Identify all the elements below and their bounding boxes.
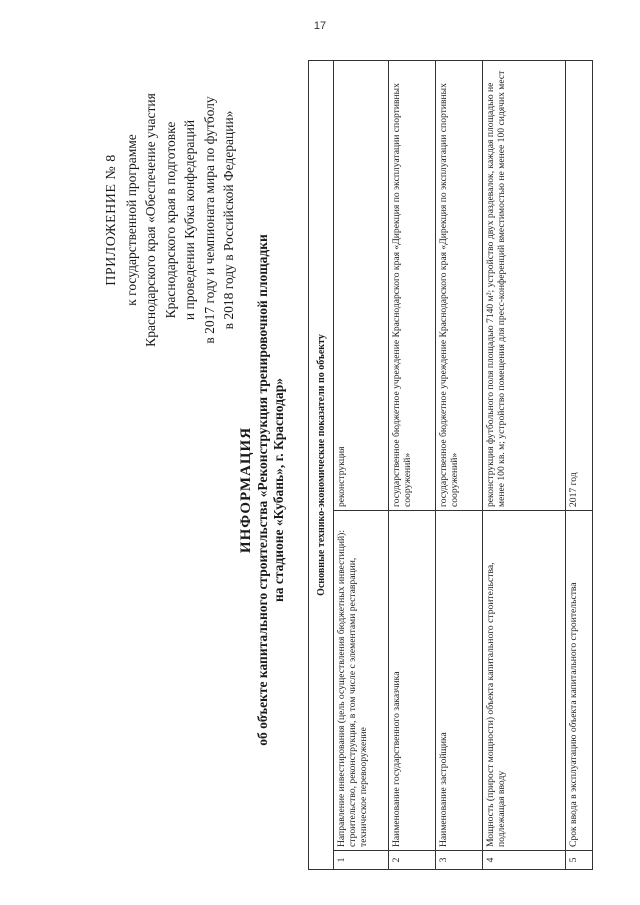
row-value: государственное бюджетное учреждение Краснодарского края «Дирекция по эксплуатации спортивных сооружений»: [389, 61, 436, 511]
table-row: [389, 61, 436, 870]
table-row: [483, 61, 566, 870]
title-line: об объекте капитального строительства «Реконструкция тренировочной площадки: [254, 234, 270, 746]
row-value: 2017 год: [566, 61, 593, 511]
title-line: на стадионе «Кубань», г. Краснодар»: [271, 378, 286, 603]
row-parameter: Мощность (прирост мощности) объекта капитального строительства, подлежащая вводу: [483, 511, 566, 851]
row-value: реконструкция: [334, 61, 389, 511]
row-parameter: Наименование застройщика: [436, 511, 483, 851]
table-row: [566, 61, 593, 870]
appendix-line: к государственной программе: [123, 134, 139, 306]
document-title: [238, 210, 288, 770]
page-number: 17: [313, 20, 327, 32]
row-value: реконструкция футбольного поля площадью 7140 м²; устройство двух раздевалок, каждая площадью не менее 100 кв. м; устройство помещения для пресс-конференций вместимостью не менее 100 сидячих мест: [483, 61, 566, 511]
appendix-line: в 2018 году в Российской Федерации»: [221, 110, 236, 330]
appendix-heading: ПРИЛОЖЕНИЕ № 8: [104, 154, 119, 286]
table-row: [436, 61, 483, 870]
table-row: [334, 61, 389, 870]
row-parameter: Наименование государственного заказчика: [389, 511, 436, 851]
row-number: 1: [334, 851, 389, 870]
row-number: 5: [566, 851, 593, 870]
row-number: 4: [483, 851, 566, 870]
appendix-block: [102, 55, 239, 385]
rotated-document-sheet: [55, 40, 615, 870]
appendix-line: Краснодарского края «Обеспечение участия: [143, 93, 158, 347]
title-main: ИНФОРМАЦИЯ: [238, 426, 254, 554]
appendix-line: в 2017 году и чемпионата мира по футболу: [201, 96, 217, 344]
row-number: 3: [436, 851, 483, 870]
table-caption: Основные технико-экономические показатели по объекту: [309, 61, 334, 870]
row-value: государственное бюджетное учреждение Краснодарского края «Дирекция по эксплуатации спортивных сооружений»: [436, 61, 483, 511]
row-parameter: Направление инвестирования (цель осуществления бюджетных инвестиций): строительство, реконструкция, в том числе с элементами реставрации, техническое перевооружение: [334, 511, 389, 851]
appendix-line: Краснодарского края в подготовке: [162, 121, 178, 319]
appendix-line: и проведении Кубка конфедераций: [182, 119, 197, 321]
row-parameter: Срок ввода в эксплуатацию объекта капитального строительства: [566, 511, 593, 851]
row-number: 2: [389, 851, 436, 870]
indicators-table: [308, 60, 593, 870]
